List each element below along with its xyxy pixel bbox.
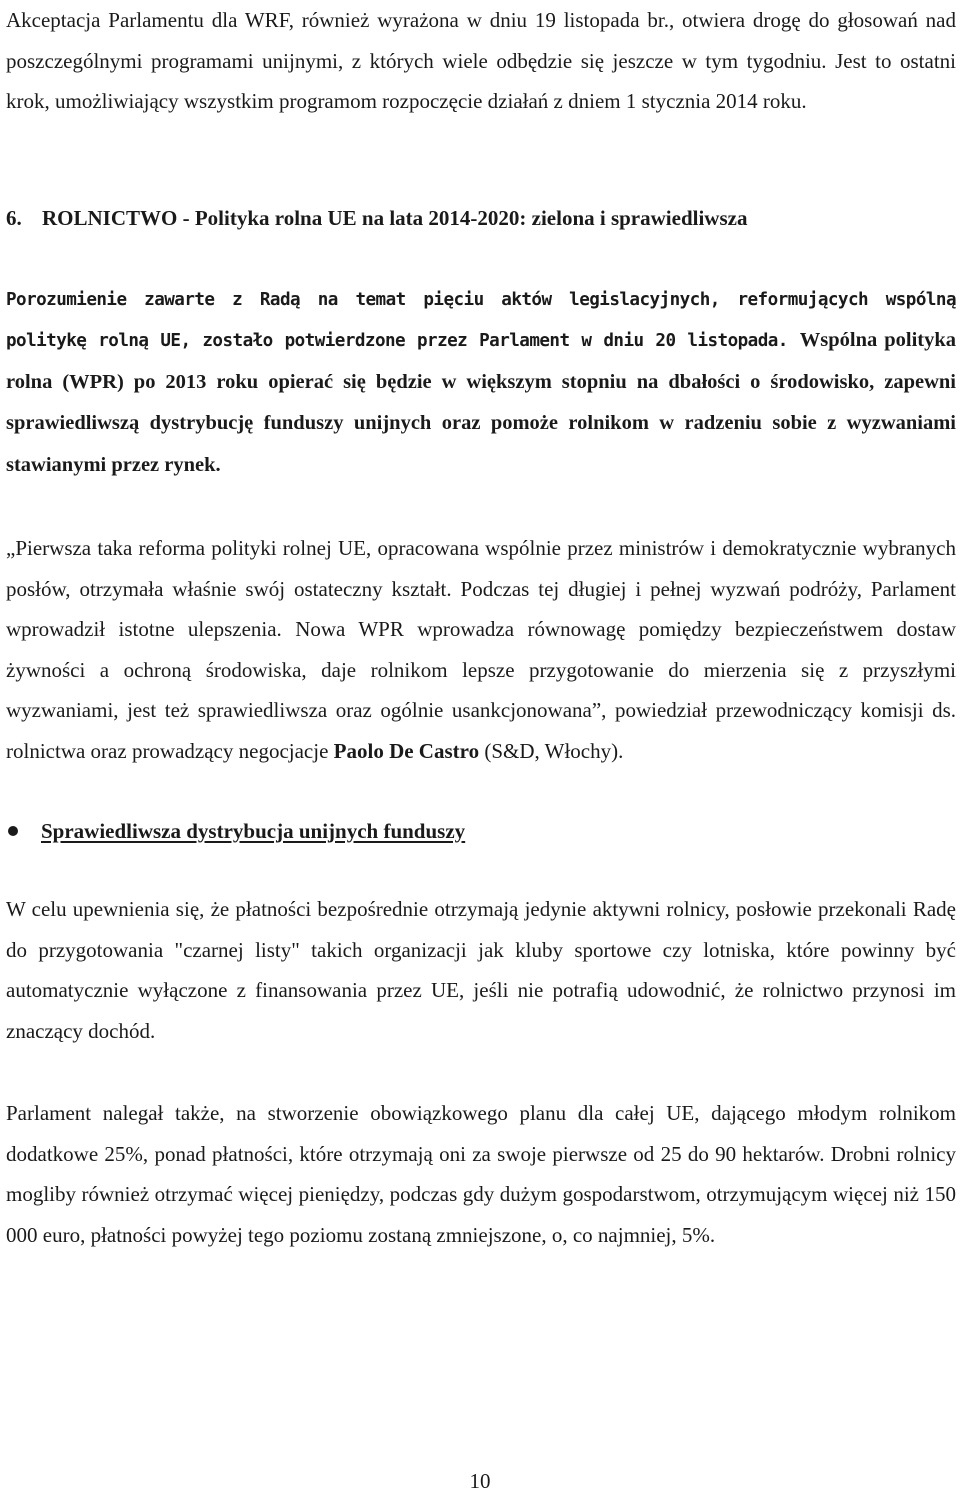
page-number: 10: [469, 1469, 491, 1493]
section-heading: [6, 198, 956, 238]
quote-text: „Pierwsza taka reforma polityki rolnej UE, opracowana wspólnie przez ministrów i demokratycznie wybranych posłów, otrzymała właśnie swój ostateczny kształt. Podczas tej długiej i pełnej wyzwań podróży, Parlament wprowadził istotne ulepszenia. Nowa WPR wprowadza równowagę pomiędzy bezpieczeństwem dostaw żywności a ochroną środowiska, daje rolnikom lepsze przygotowanie do mierzenia się z przyszłymi wyzwaniami, jest też sprawiedliwsza oraz ogólnie usankcjonowana”, powiedział przewodniczący komisji ds. rolnictwa oraz prowadzący negocjacje: [6, 536, 956, 763]
quote-person: Paolo De Castro: [333, 738, 480, 763]
bullet-item: [6, 811, 956, 851]
summary-paragraph: [6, 280, 956, 487]
document-page: [6, 0, 956, 1255]
quote-paragraph: [6, 528, 956, 771]
section-number: 6.: [6, 205, 22, 230]
bullet-icon: [8, 826, 18, 836]
summary-part-2: Wspólna polityka rolna (WPR) po 2013 roku opierać się będzie w większym stopniu na dbałości o środowisko, zapewni sprawiedliwszą dystrybucję funduszy unijnych oraz pomoże rolnikom w radzeniu sobie z wyzwaniami stawianymi przez rynek.: [6, 329, 956, 476]
summary-part-1: Porozumienie zawarte z Radą na temat pięciu aktów legislacyjnych, reformujących wspólną politykę rolną UE, zostało potwierdzone przez Parlament w dniu 20 listopada.: [6, 289, 956, 351]
quote-suffix: (S&D, Włochy).: [479, 738, 624, 763]
intro-paragraph: Akceptacja Parlamentu dla WRF, również wyrażona w dniu 19 listopada br., otwiera drogę do głosowań nad poszczególnymi programami unijnymi, z których wiele odbędzie się jeszcze w tym tygodniu. Jest to ostatni krok, umożliwiający wszystkim programom rozpoczęcie działań z dniem 1 stycznia 2014 roku.: [6, 8, 956, 113]
paragraph-young-farmers: Parlament nalegał także, na stworzenie obowiązkowego planu dla całej UE, dającego młodym rolnikom dodatkowe 25%, ponad płatności, które otrzymają oni za swoje pierwsze od 25 do 90 hektarów. Drobni rolnicy mogliby również otrzymać więcej pieniędzy, podczas gdy dużym gospodarstwom, otrzymującym więcej niż 150 000 euro, płatności powyżej tego poziomu zostaną zmniejszone, o, co najmniej, 5%.: [6, 1101, 956, 1247]
section-title: ROLNICTWO - Polityka rolna UE na lata 2014-2020: zielona i sprawiedliwsza: [42, 205, 748, 230]
paragraph-direct-payments: W celu upewnienia się, że płatności bezpośrednie otrzymają jedynie aktywni rolnicy, posłowie przekonali Radę do przygotowania "czarnej listy" takich organizacji jak kluby sportowe czy lotniska, które powinny być automatycznie wyłączone z finansowania przez UE, jeśli nie potrafią udowodnić, że rolnictwo przynosi im znaczący dochód.: [6, 897, 956, 1043]
bullet-title: Sprawiedliwsza dystrybucja unijnych funduszy: [41, 818, 466, 843]
